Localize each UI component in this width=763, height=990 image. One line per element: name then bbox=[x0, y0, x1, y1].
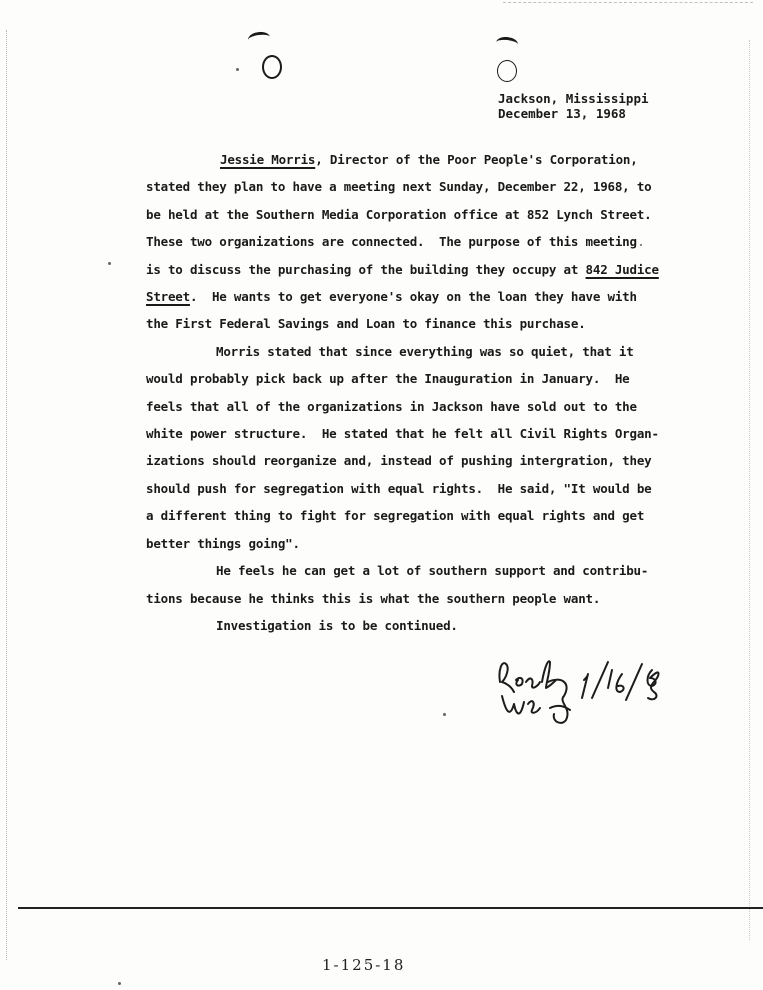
paragraph-1-line-1 bbox=[146, 146, 646, 173]
left-edge-marks bbox=[6, 30, 8, 960]
paragraph-2-line-5: izations should reorganize and, instead of pushing intergration, they bbox=[146, 453, 652, 469]
paragraph-2-line-2: would probably pick back up after the Inauguration in January. He bbox=[146, 371, 630, 387]
paragraph-1-line-5 bbox=[146, 256, 659, 283]
speck bbox=[108, 262, 111, 265]
speck bbox=[443, 713, 446, 716]
report-body bbox=[146, 146, 659, 639]
handwritten-signature bbox=[488, 652, 668, 730]
punch-mark-right-arc bbox=[495, 36, 518, 51]
paragraph-2-line-4: white power structure. He stated that he felt all Civil Rights Organ- bbox=[146, 426, 659, 442]
paragraph-1-line-6-text: . He wants to get everyone's okay on the loan they have with bbox=[189, 289, 637, 305]
speck bbox=[118, 982, 121, 985]
paragraph-1-line-4: These two organizations are connected. The purpose of this meeting bbox=[146, 234, 637, 250]
punch-hole-left bbox=[262, 55, 282, 79]
paragraph-2-line-7: a different thing to fight for segregation with equal rights and get bbox=[146, 508, 645, 524]
right-edge-marks bbox=[749, 40, 751, 940]
paragraph-3-line-2: tions because he thinks this is what the southern people want. bbox=[146, 590, 601, 606]
street-underlined: Street bbox=[146, 289, 190, 305]
speck bbox=[236, 68, 239, 71]
paragraph-1-line-3: be held at the Southern Media Corporation office at 852 Lynch Street. bbox=[146, 206, 652, 222]
paragraph-2-line-8: better things going". bbox=[146, 535, 300, 551]
dateline-date: December 13, 1968 bbox=[498, 106, 626, 121]
paragraph-4-line-1: Investigation is to be continued. bbox=[216, 617, 458, 633]
paragraph-2-line-3: feels that all of the organizations in Jackson have sold out to the bbox=[146, 398, 637, 414]
subject-name: Jessie Morris bbox=[220, 152, 316, 167]
dateline bbox=[498, 91, 649, 121]
paragraph-2-line-1: Morris stated that since everything was so quiet, that it bbox=[216, 343, 634, 359]
dateline-city: Jackson, Mississippi bbox=[498, 91, 649, 106]
paragraph-1-line-7: the First Federal Savings and Loan to finance this purchase. bbox=[146, 316, 586, 332]
file-number: 1-125-18 bbox=[322, 956, 406, 974]
paragraph-1-line-1-rest: , Director of the Poor People's Corporation, bbox=[315, 152, 638, 167]
top-edge-dashes bbox=[503, 2, 753, 4]
address-underlined: 842 Judice bbox=[585, 261, 659, 277]
paragraph-2-line-6: should push for segregation with equal rights. He said, "It would be bbox=[146, 480, 652, 496]
punch-hole-right bbox=[497, 60, 517, 82]
paragraph-1-line-2: stated they plan to have a meeting next Sunday, December 22, 1968, to bbox=[146, 179, 652, 195]
paragraph-1-line-5-text: is to discuss the purchasing of the building they occupy at bbox=[146, 261, 586, 277]
punch-mark-left-arc bbox=[247, 31, 271, 47]
paragraph-3-line-1: He feels he can get a lot of southern support and contribu- bbox=[216, 563, 649, 579]
bottom-rule bbox=[18, 907, 763, 909]
paragraph-1-line-6 bbox=[146, 283, 646, 310]
